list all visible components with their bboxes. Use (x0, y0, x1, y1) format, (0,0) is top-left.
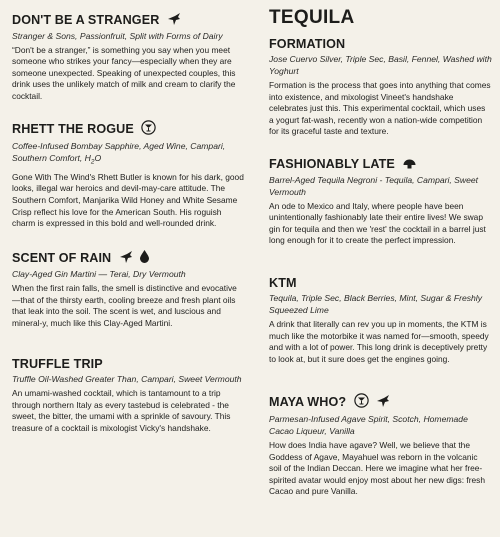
menu-item-dont-be-a-stranger (12, 12, 244, 103)
menu-item-ktm (269, 275, 492, 365)
drop-icon (140, 250, 149, 267)
item-description: “Don't be a stranger,” is something you say when you meet someone who strikes your fancy—especially when they are someone unexpected. Speaking of unexpected couples, this drink uses the unlikely match of milk and cream to clarify the cocktail. (12, 44, 236, 102)
item-ingredients: Barrel-Aged Tequila Negroni - Tequila, Campari, Sweet Vermouth (269, 174, 479, 197)
section-title-tequila: TEQUILA (269, 7, 355, 28)
item-ingredients: Stranger & Sons, Passionfruit, Split with Forms of Dairy (12, 30, 223, 41)
mushroom-icon (403, 157, 416, 173)
item-ingredients: Clay-Aged Gin Martini — Terai, Dry Vermouth (12, 269, 186, 280)
item-description: When the first rain falls, the smell is distinctive and evocative—that of the thirsty earth, cooling breeze and fresh plant oils that leak into the soil. The scent is wet, and luscious and mineral-y, much like this Clay-Aged Martini. (12, 283, 237, 328)
menu-item-maya-who (269, 393, 492, 498)
item-name: FASHIONABLY LATE (269, 156, 492, 173)
item-ingredients: Coffee-Infused Bombay Sapphire, Aged Wine, Campari, Southern Comfort, $H_2O$ (12, 141, 226, 166)
leaf-icon (119, 251, 133, 267)
item-name: KTM (269, 276, 297, 290)
menu-item-formation (269, 36, 492, 138)
item-name: FORMATION (269, 37, 346, 51)
menu-item-fashionably-late (269, 156, 492, 247)
item-name: TRUFFLE TRIP (12, 357, 103, 371)
item-description: An ode to Mexico and Italy, where people have been unintentionally fashionably late their entire lives! We swap gin for tequila and then we 'rest' the cocktail in a barrel just long enough for it to create the perfect impression. (269, 200, 486, 246)
cocktail-glass-icon (354, 393, 369, 412)
item-description: A drink that literally can rev you up in moments, the KTM is much like the motorbike it was named for—smooth, speedy and with a lot of power. This long drink is deceptively pretty to look at, but it sure does get the engines going. (269, 319, 489, 364)
cocktail-glass-icon (141, 120, 156, 139)
item-description: Gone With The Wind's Rhett Butler is known for his dark, good looks, illegal war heroics and devil-may-care attitude. The Southern Comfort, Manjarika Wild Honey and White Sesame Crisp reflect his love for the American South. His roguish charm is expressed in this bold and well-rounded drink. (12, 171, 244, 229)
leaf-icon (167, 13, 181, 29)
item-name: DON'T BE A STRANGER (12, 12, 244, 29)
right-column (269, 0, 492, 497)
item-ingredients: Parmesan-Infused Agave Spirit, Scotch, Homemade Cacao Liqueur, Vanilla (269, 414, 468, 436)
item-ingredients: Tequila, Triple Sec, Black Berries, Mint, Sugar & Freshly Squeezed Lime (269, 293, 483, 315)
item-ingredients: Jose Cuervo Silver, Triple Sec, Basil, Fennel, Washed with Yoghurt (269, 54, 492, 76)
item-description: How does India have agave? Well, we believe that the Goddess of Agave, Mayahuel was reborn in the volcanic soil of the Indian Deccan. Here we imagine what her free-spirited avatar would enjoy most about her new digs: fresh Cacao and pure Vanilla. (269, 440, 486, 497)
item-name: MAYA WHO? (269, 393, 492, 412)
menu-item-scent-of-rain (12, 250, 244, 330)
item-description: Formation is the process that goes into anything that comes into existence, and mixologist Vineet's handshake celebrates just this. This experimental cocktail, which uses a yogurt fat-wash, recently won a nation-wide competition for its graceful taste and texture. (269, 80, 491, 137)
menu-item-truffle-trip (12, 356, 244, 434)
menu-item-rhett-the-rogue (12, 120, 244, 230)
item-name: SCENT OF RAIN (12, 250, 244, 267)
item-ingredients: Truffle Oil-Washed Greater Than, Campari, Sweet Vermouth (12, 374, 242, 384)
leaf-icon (376, 395, 390, 411)
item-description: An umami-washed cocktail, which is tantamount to a trip through northern Italy as every tastebud is celebrated - the sweet, the bitter, the umami with a sprinkle of savoury. This treasure of a cocktail is mixologist Vicky's handshake. (12, 388, 231, 433)
item-name: RHETT THE ROGUE (12, 120, 244, 139)
